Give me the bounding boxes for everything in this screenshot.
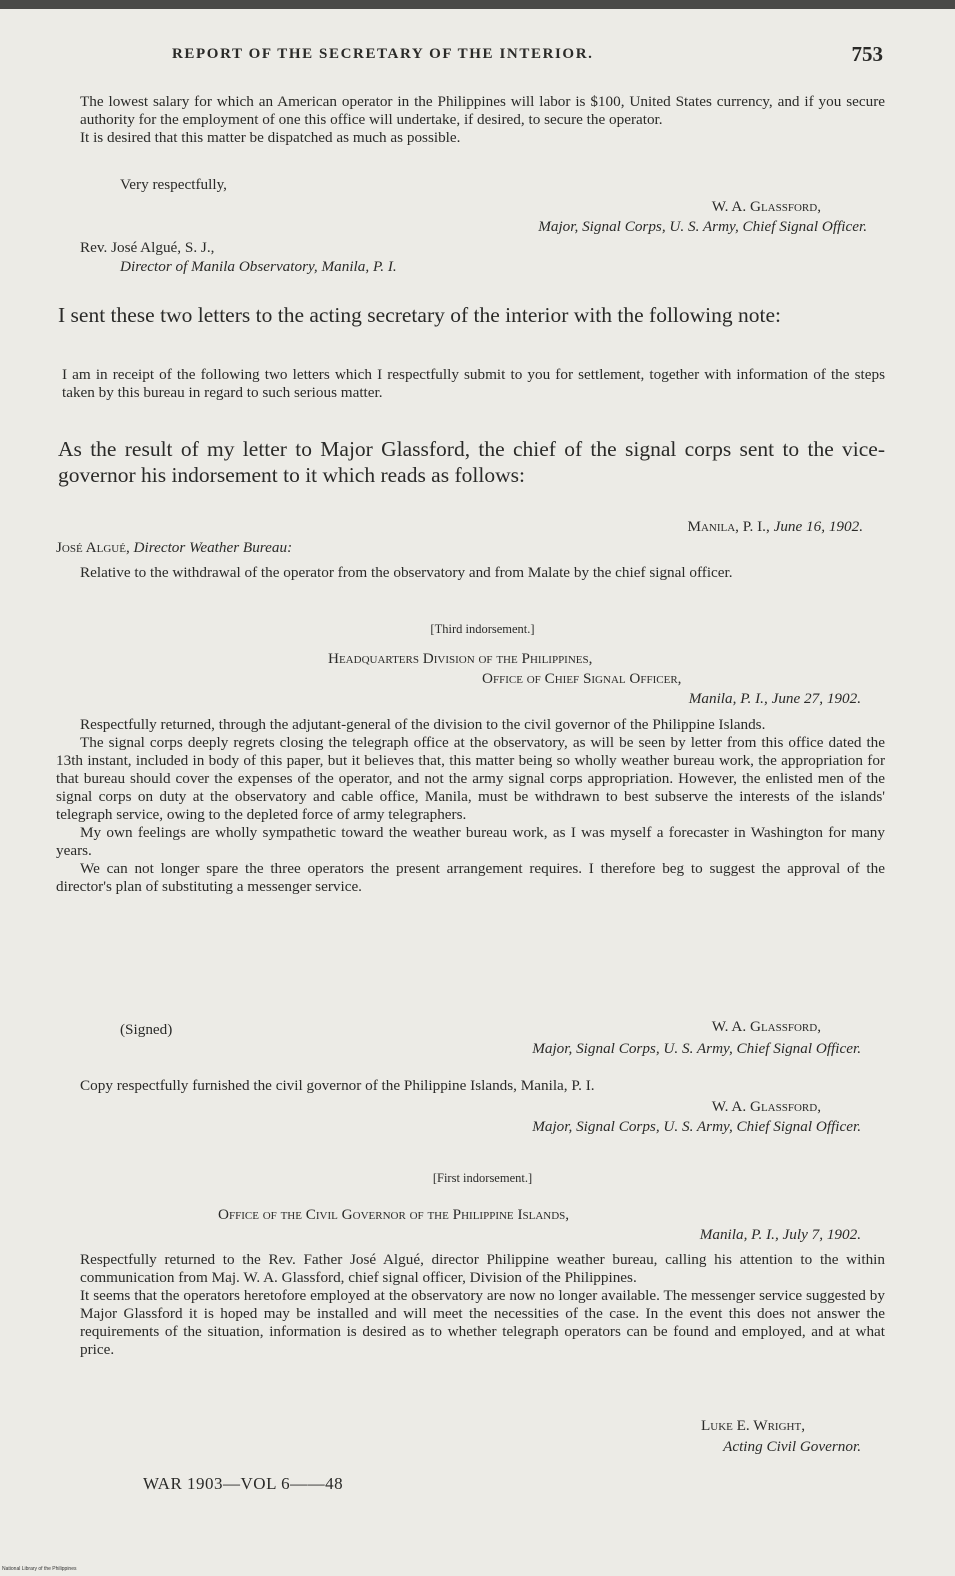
page-number: 753	[851, 42, 883, 66]
signed-mark: (Signed)	[120, 1021, 173, 1038]
letter-signer-title: Major, Signal Corps, U. S. Army, Chief Signal Officer.	[538, 218, 867, 235]
memo-subject-text: Relative to the withdrawal of the operator from the observatory and from Malate by the chief signal officer.	[80, 564, 733, 581]
first-indorsement-label: [First indorsement.]	[432, 1171, 533, 1185]
memo-addressee-name: José Algué,	[56, 539, 130, 556]
narrative-text-2: As the result of my letter to Major Glassford, the chief of the signal corps sent to the vice-governor his indorsement to it which reads as follows:	[58, 437, 885, 487]
third-indorsement-signer-name: W. A. Glassford,	[711, 1018, 821, 1035]
first-indorsement-body	[80, 1251, 885, 1359]
letter-closing: Very respectfully,	[120, 176, 227, 193]
third-indorsement-date: Manila, P. I., June 27, 1902.	[688, 690, 861, 707]
narrative-paragraph-2	[58, 436, 885, 488]
letter-body	[80, 93, 885, 147]
first-indorsement-date: Manila, P. I., July 7, 1902.	[699, 1226, 861, 1243]
third-indorsement-hq-line-1: Headquarters Division of the Philippines,	[328, 650, 593, 667]
running-title: REPORT OF THE SECRETARY OF THE INTERIOR.	[172, 46, 594, 62]
memo-dateline	[687, 518, 863, 536]
third-indorsement-hq-line-2: Office of Chief Signal Officer,	[482, 670, 682, 687]
note-paragraph	[62, 366, 885, 402]
third-indorsement-paragraph-3: My own feelings are wholly sympathetic toward the weather bureau work, as I was myself a forecaster in Washington for many years.	[56, 824, 885, 859]
memo-addressee	[56, 539, 292, 557]
memo-addressee-title: Director Weather Bureau:	[133, 539, 293, 556]
signature-mark: WAR 1903—VOL 6——48	[143, 1474, 344, 1493]
copy-signer-name: W. A. Glassford,	[711, 1098, 821, 1115]
third-indorsement-paragraph-1: Respectfully returned, through the adjutant-general of the division to the civil governor of the Philippine Islands.	[80, 716, 766, 733]
third-indorsement-paragraph-2: The signal corps deeply regrets closing the telegraph office at the observatory, as will be seen by letter from this office dated the 13th instant, included in body of this paper, but it believes that, this matter being so wholly weather bureau work, the appropriation for that bureau should cover the expenses of the operator, and not the army signal corps appropriation. However, the enlisted men of the signal corps on duty at the observatory and cable office, Manila, must be withdrawn to best subserve the interests of the islands' telegraph service, owing to the depleted force of army telegraphers.	[56, 734, 885, 823]
first-indorsement-signer-title: Acting Civil Governor.	[723, 1438, 861, 1455]
letter-addressee-name: Rev. José Algué, S. J.,	[80, 239, 215, 256]
memo-dateline-date: June 16, 1902.	[773, 518, 863, 535]
scan-top-edge	[0, 0, 955, 9]
first-indorsement-paragraph-1: Respectfully returned to the Rev. Father José Algué, director Philippine weather bureau, calling his attention to the within communication from Maj. W. A. Glassford, chief signal officer, Division of the Philippines.	[80, 1251, 885, 1286]
note-text: I am in receipt of the following two letters which I respectfully submit to you for settlement, together with information of the steps taken by this bureau in regard to such serious matter.	[62, 366, 885, 401]
letter-paragraph-2: It is desired that this matter be dispatched as much as possible.	[80, 129, 461, 146]
first-indorsement-paragraph-2: It seems that the operators heretofore employed at the observatory are now no longer available. The messenger service suggested by Major Glassford it is hoped may be installed and will meet the necessities of the case. In the event this does not answer the requirements of the situation, information is desired as to whether telegraph operators can be found and employed, and at what price.	[80, 1287, 885, 1358]
memo-subject	[56, 564, 885, 582]
narrative-text-1: I sent these two letters to the acting secretary of the interior with the following note:	[58, 303, 782, 327]
third-indorsement-paragraph-4: We can not longer spare the three operators the present arrangement requires. I therefore beg to suggest the approval of the director's plan of substituting a messenger service.	[56, 860, 885, 895]
memo-dateline-place: Manila, P. I.,	[687, 518, 770, 535]
third-indorsement-body	[56, 716, 885, 896]
letter-addressee-title: Director of Manila Observatory, Manila, P. I.	[120, 258, 397, 275]
narrative-paragraph-1	[58, 302, 885, 328]
copy-note: Copy respectfully furnished the civil governor of the Philippine Islands, Manila, P. I.	[80, 1077, 595, 1094]
copy-signer-title: Major, Signal Corps, U. S. Army, Chief Signal Officer.	[532, 1118, 861, 1135]
first-indorsement-office-line: Office of the Civil Governor of the Philippine Islands,	[218, 1206, 570, 1223]
third-indorsement-label: [Third indorsement.]	[430, 622, 535, 636]
library-credit: National Library of the Philippines	[2, 1566, 77, 1572]
letter-paragraph-1: The lowest salary for which an American operator in the Philippines will labor is $100, United States currency, and if you secure authority for the employment of one this office will undertake, if desired, to secure the operator.	[80, 93, 885, 128]
third-indorsement-signer-title: Major, Signal Corps, U. S. Army, Chief Signal Officer.	[532, 1040, 861, 1057]
running-header	[80, 44, 885, 68]
letter-signer-name: W. A. Glassford,	[711, 198, 821, 215]
first-indorsement-signer-name: Luke E. Wright,	[700, 1417, 805, 1434]
